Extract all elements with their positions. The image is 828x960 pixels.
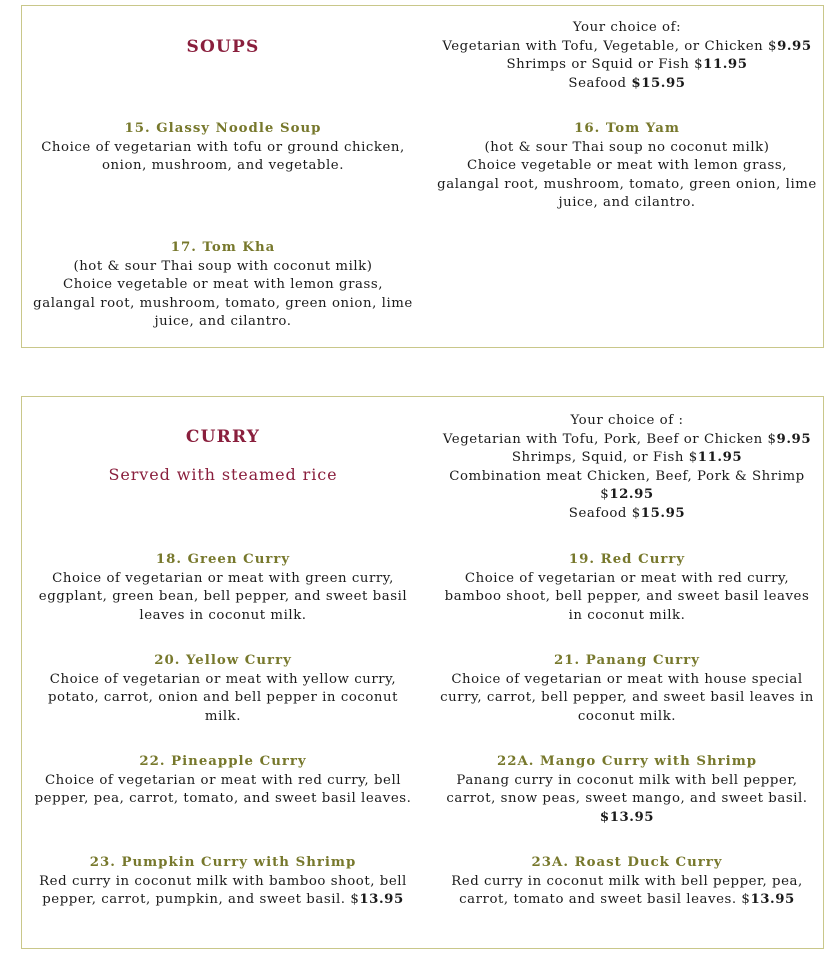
choices-intro: Your choice of :: [570, 413, 684, 428]
choice-option: Seafood $15.95: [568, 75, 686, 91]
soups-section: [21, 5, 824, 348]
item-description: galangal root, mushroom, tomato, green onion, lime: [33, 295, 413, 311]
item-description: coconut milk.: [577, 708, 677, 724]
section-title: CURRY: [185, 427, 261, 447]
menu-item-21: [432, 652, 822, 726]
item-description: pepper, pea, carrot, tomato, and sweet basil leaves.: [34, 791, 412, 806]
menu-item-23a: [432, 854, 822, 910]
menu-item-23: [28, 854, 418, 910]
item-title: 16. Tom Yam: [574, 121, 680, 136]
item-description: Choice vegetable or meat with lemon grass,: [466, 158, 788, 173]
item-description: pepper, carrot, pumpkin, and sweet basil. $13.95: [42, 892, 404, 907]
item-description: leaves in coconut milk.: [139, 607, 307, 623]
section-subtitle: Served with steamed rice: [108, 464, 338, 484]
item-description: Panang curry in coconut milk with bell pepper,: [456, 772, 798, 788]
item-description: milk.: [204, 708, 242, 724]
item-title: 21. Panang Curry: [554, 653, 700, 668]
item-description: Choice of vegetarian or meat with green curry,: [52, 570, 394, 586]
item-description: bamboo shoot, bell pepper, and sweet basil leaves: [444, 589, 810, 604]
menu-item-22: [28, 753, 418, 809]
choice-option: Vegetarian with Tofu, Pork, Beef or Chicken $9.95: [442, 431, 812, 447]
item-description: (hot & sour Thai soup with coconut milk): [73, 258, 373, 274]
section-title: SOUPS: [186, 37, 260, 57]
choice-option: Seafood $15.95: [568, 505, 686, 521]
item-title: 22. Pineapple Curry: [139, 754, 307, 769]
item-description: Choice vegetable or meat with lemon grass,: [62, 277, 384, 292]
item-title: 19. Red Curry: [568, 552, 686, 567]
item-description: juice, and cilantro.: [558, 195, 696, 210]
menu-item-20: [28, 652, 418, 726]
item-description: carrot, snow peas, sweet mango, and sweet basil.: [446, 791, 808, 806]
price-choices: [432, 412, 822, 523]
item-title: 20. Yellow Curry: [154, 653, 292, 668]
item-title: 17. Tom Kha: [170, 240, 276, 255]
section-heading: [28, 428, 418, 484]
choice-option: $12.95: [600, 487, 654, 502]
item-title: 22A. Mango Curry with Shrimp: [496, 754, 758, 769]
choice-option: Vegetarian with Tofu, Vegetable, or Chicken $9.95: [442, 38, 812, 54]
curry-section: [21, 396, 824, 949]
choice-option: Combination meat Chicken, Beef, Pork & Shrimp: [449, 468, 805, 484]
item-description: in coconut milk.: [568, 607, 686, 623]
menu-item-22a: [432, 753, 822, 827]
item-description: Choice of vegetarian with tofu or ground chicken,: [41, 139, 405, 155]
item-title: 23A. Roast Duck Curry: [531, 855, 723, 870]
menu-item-17: [28, 239, 418, 332]
item-description: Choice of vegetarian or meat with red curry,: [464, 570, 790, 586]
choice-option: Shrimps or Squid or Fish $11.95: [506, 57, 748, 72]
menu-item-19: [432, 551, 822, 625]
item-description: potato, carrot, onion and bell pepper in coconut: [47, 690, 399, 705]
item-title: 18. Green Curry: [155, 552, 291, 567]
price-choices: [432, 19, 822, 93]
item-description: Red curry in coconut milk with bamboo shoot, bell: [39, 873, 407, 889]
item-description: carrot, tomato and sweet basil leaves. $13.95: [459, 892, 795, 907]
item-description: Choice of vegetarian or meat with house special: [451, 671, 803, 687]
item-description: juice, and cilantro.: [154, 314, 292, 329]
item-title: 23. Pumpkin Curry with Shrimp: [89, 855, 357, 870]
item-description: Red curry in coconut milk with bell pepper, pea,: [451, 873, 803, 889]
item-description: curry, carrot, bell pepper, and sweet basil leaves in: [440, 690, 814, 705]
item-description: Choice of vegetarian or meat with red curry, bell: [44, 772, 402, 788]
choice-option: Shrimps, Squid, or Fish $11.95: [511, 450, 743, 465]
item-title: 15. Glassy Noodle Soup: [124, 121, 322, 136]
item-price: 13.95: [359, 892, 404, 907]
item-description: (hot & sour Thai soup no coconut milk): [484, 139, 770, 155]
menu-item-16: [432, 120, 822, 213]
choices-intro: Your choice of:: [572, 20, 682, 35]
item-price: $13.95: [599, 809, 655, 825]
item-description: eggplant, green bean, bell pepper, and sweet basil: [38, 589, 408, 604]
menu-item-15: [28, 120, 418, 176]
item-description: galangal root, mushroom, tomato, green onion, lime: [437, 176, 817, 192]
item-description: onion, mushroom, and vegetable.: [101, 158, 344, 173]
item-price: 13.95: [750, 892, 795, 907]
menu-item-18: [28, 551, 418, 625]
item-description: Choice of vegetarian or meat with yellow curry,: [49, 671, 397, 687]
